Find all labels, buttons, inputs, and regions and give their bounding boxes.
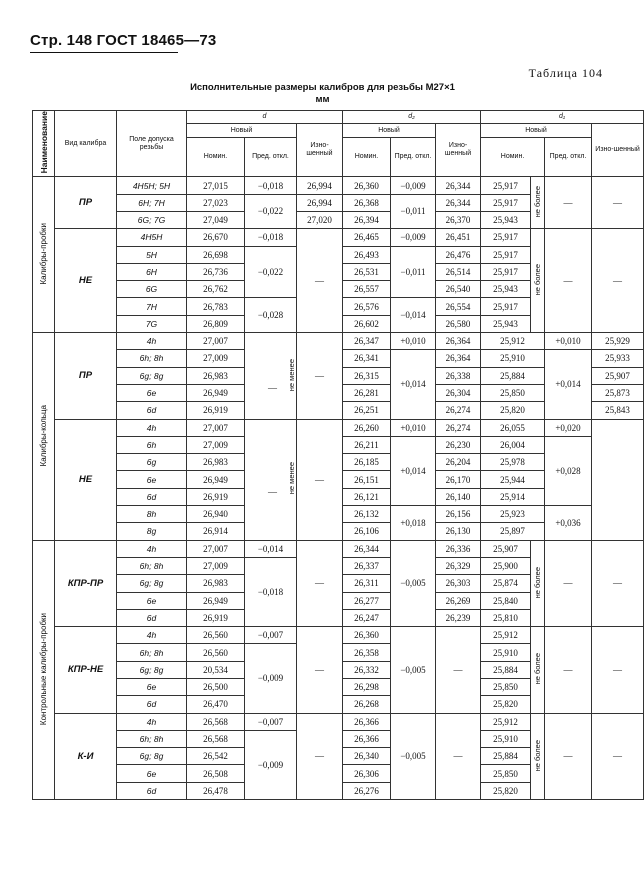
cell-field: 6h; 8h (117, 350, 187, 367)
cell-d2-worn: 26,344 (436, 177, 481, 194)
cell-d2-worn: — (436, 713, 481, 799)
cell-d2-worn: 26,130 (436, 523, 481, 540)
cell-d2-nom: 26,276 (343, 782, 391, 799)
cell-d2-nom: 26,340 (343, 748, 391, 765)
cell-d-nom: 26,762 (187, 281, 245, 298)
cell-d1-dev: +0,020 (545, 419, 592, 436)
cell-d-nom: 27,015 (187, 177, 245, 194)
cell-d1-worn: 25,929 (592, 333, 644, 350)
cell-field: 4h (117, 713, 187, 730)
cell-d2-worn: 26,304 (436, 384, 481, 401)
cell-d2-worn: 26,364 (436, 333, 481, 350)
cell-d2-worn: 26,370 (436, 211, 481, 228)
cell-d1-worn (592, 419, 644, 540)
cell-field: 5H (117, 246, 187, 263)
cell-d2-nom: 26,366 (343, 713, 391, 730)
cell-d1-nom: 25,850 (481, 765, 531, 782)
cell-d2-nom: 26,344 (343, 540, 391, 557)
cell-d-nom: 26,736 (187, 263, 245, 280)
cell-d2-worn: — (436, 627, 481, 713)
cell-field: 6g; 8g (117, 661, 187, 678)
cell-d1-nom: 25,884 (481, 661, 531, 678)
gauge-dimensions-table (32, 110, 644, 800)
cell-d2-nom: 26,315 (343, 367, 391, 384)
cell-d1-nom: 25,917 (481, 177, 531, 194)
note-ne-bolee: не более (531, 177, 545, 229)
header-d-dev: Пред. откл. (245, 138, 297, 177)
cell-d-nom: 27,009 (187, 436, 245, 453)
cell-d-dev: −0,014 (245, 540, 297, 557)
cell-field: 8g (117, 523, 187, 540)
table-title-units: мм (315, 94, 330, 105)
cell-field: 6e (117, 592, 187, 609)
cell-d2-dev: +0,010 (391, 333, 436, 350)
header-d1: d₁ (481, 111, 644, 124)
cell-d2-dev: −0,011 (391, 194, 436, 229)
cell-field: 6h; 8h (117, 557, 187, 574)
cell-d-nom: 27,009 (187, 557, 245, 574)
cell-d1-nom: 25,897 (481, 523, 545, 540)
header-d2-nom: Номин. (343, 138, 391, 177)
cell-d-nom: 26,914 (187, 523, 245, 540)
cell-field: 6d (117, 402, 187, 419)
cell-d1-dev: — (545, 229, 592, 333)
cell-d1-dev: +0,014 (545, 350, 592, 419)
cell-d-worn: — (297, 229, 343, 333)
cell-d-dev: −0,018 (245, 177, 297, 194)
cell-field: 6h (117, 436, 187, 453)
cell-d2-nom: 26,493 (343, 246, 391, 263)
cell-d2-nom: 26,306 (343, 765, 391, 782)
table-row (33, 713, 644, 730)
cell-d2-nom: 26,465 (343, 229, 391, 246)
cell-d2-nom: 26,332 (343, 661, 391, 678)
cell-d2-worn: 26,204 (436, 454, 481, 471)
note-ne-bolee: не более (531, 627, 545, 713)
cell-d2-nom: 26,132 (343, 506, 391, 523)
cell-field: 6h; 8h (117, 730, 187, 747)
header-field: Поле допуска резьбы (117, 111, 187, 177)
cell-d-nom: 26,949 (187, 471, 245, 488)
table-title (150, 82, 495, 106)
cell-d2-worn: 26,329 (436, 557, 481, 574)
table-row (33, 229, 644, 246)
header-d1-dev: Пред. откл. (545, 138, 592, 177)
cell-d1-nom: 25,943 (481, 315, 531, 332)
cell-d1-nom: 25,874 (481, 575, 531, 592)
cell-d1-nom: 25,943 (481, 211, 531, 228)
table-row (33, 627, 644, 644)
cell-d1-worn: 25,873 (592, 384, 644, 401)
page-header: Стр. 148 ГОСТ 18465—73 (30, 32, 217, 49)
group-plugs: Калибры-пробки (33, 177, 55, 333)
cell-d-nom: 26,919 (187, 609, 245, 626)
cell-d2-nom: 26,251 (343, 402, 391, 419)
cell-d2-nom: 26,151 (343, 471, 391, 488)
cell-field: 4h (117, 540, 187, 557)
cell-d-nom: 20,534 (187, 661, 245, 678)
cell-field: 6g; 8g (117, 367, 187, 384)
table-number: Таблица 104 (528, 66, 603, 80)
cell-d2-dev: +0,010 (391, 419, 436, 436)
header-d: d (187, 111, 343, 124)
cell-d2-nom: 26,360 (343, 177, 391, 194)
cell-d2-nom: 26,557 (343, 281, 391, 298)
cell-d2-worn: 26,344 (436, 194, 481, 211)
cell-d1-nom: 25,917 (481, 298, 531, 315)
cell-d1-dev: — (545, 627, 592, 713)
group-rings: Калибры-кольца (33, 333, 55, 541)
cell-d1-nom: 25,912 (481, 713, 531, 730)
cell-d2-nom: 26,277 (343, 592, 391, 609)
cell-d1-nom: 25,978 (481, 454, 545, 471)
cell-d2-dev: +0,014 (391, 350, 436, 419)
cell-field: 4H5H; 5H (117, 177, 187, 194)
cell-d1-worn: — (592, 540, 644, 626)
cell-d2-worn: 26,156 (436, 506, 481, 523)
cell-d-dev: −0,009 (245, 730, 297, 799)
cell-d2-nom: 26,366 (343, 730, 391, 747)
cell-field: 6h; 8h (117, 644, 187, 661)
note-ne-bolee: не более (531, 713, 545, 799)
cell-d2-worn: 26,230 (436, 436, 481, 453)
cell-d2-dev: −0,009 (391, 229, 436, 246)
header-d-worn: Изно-шенный (297, 124, 343, 177)
cell-field: 6d (117, 782, 187, 799)
cell-d1-nom: 25,907 (481, 540, 531, 557)
cell-d-worn: — (297, 627, 343, 713)
cell-d1-nom: 25,820 (481, 696, 531, 713)
header-d1-nom: Номин. (481, 138, 545, 177)
cell-field: 6d (117, 488, 187, 505)
table-row (33, 419, 644, 436)
cell-d-nom: 26,940 (187, 506, 245, 523)
header-d2-worn: Изно-шенный (436, 124, 481, 177)
cell-d-worn: — (297, 713, 343, 799)
cell-d-nom: 26,919 (187, 402, 245, 419)
cell-d2-dev: −0,014 (391, 298, 436, 333)
cell-d1-nom: 25,850 (481, 678, 531, 695)
cell-d2-nom: 26,341 (343, 350, 391, 367)
cell-d2-nom: 26,268 (343, 696, 391, 713)
cell-d-worn: 26,994 (297, 194, 343, 211)
cell-d2-nom: 26,247 (343, 609, 391, 626)
cell-d1-nom: 25,884 (481, 748, 531, 765)
cell-field: 6g; 8g (117, 748, 187, 765)
cell-d1-nom: 26,004 (481, 436, 545, 453)
header-name: Наименование (33, 111, 55, 177)
cell-d2-nom: 26,260 (343, 419, 391, 436)
cell-d2-nom: 26,311 (343, 575, 391, 592)
group-control: Контрольные калибры-пробки (33, 540, 55, 799)
cell-d2-worn: 26,451 (436, 229, 481, 246)
cell-d2-worn: 26,476 (436, 246, 481, 263)
cell-d1-nom: 25,910 (481, 730, 531, 747)
cell-d-nom: 27,049 (187, 211, 245, 228)
header-row-1 (33, 111, 644, 124)
cell-d-nom: 27,009 (187, 350, 245, 367)
cell-d1-worn: 25,933 (592, 350, 644, 367)
cell-d2-nom: 26,358 (343, 644, 391, 661)
table-title-line1: Исполнительные размеры калибров для резьбы М27×1 (190, 82, 455, 93)
cell-d2-nom: 26,360 (343, 627, 391, 644)
cell-d-dev: −0,018 (245, 229, 297, 246)
cell-d1-nom: 25,910 (481, 350, 545, 367)
cell-d-nom: 26,560 (187, 644, 245, 661)
cell-d-dev: — (268, 486, 277, 497)
cell-d2-dev: +0,018 (391, 506, 436, 541)
cell-d1-worn: 25,907 (592, 367, 644, 384)
table-row (33, 333, 644, 350)
cell-d-worn: 27,020 (297, 211, 343, 228)
cell-d2-worn: 26,303 (436, 575, 481, 592)
cell-d1-nom: 25,917 (481, 263, 531, 280)
cell-d-nom: 27,007 (187, 333, 245, 350)
cell-d2-nom: 26,121 (343, 488, 391, 505)
cell-d-nom: 26,670 (187, 229, 245, 246)
kind-ne-plug: НЕ (55, 229, 117, 333)
cell-d-dev: −0,022 (245, 246, 297, 298)
cell-field: 4h (117, 333, 187, 350)
header-d-nom: Номин. (187, 138, 245, 177)
cell-d-nom: 26,500 (187, 678, 245, 695)
cell-d1-dev: +0,010 (545, 333, 592, 350)
cell-d1-nom: 25,943 (481, 281, 531, 298)
cell-d1-nom: 25,917 (481, 246, 531, 263)
header-d1-worn: Изно-шенный (592, 124, 644, 177)
cell-field: 7G (117, 315, 187, 332)
kind-kpr-ne: КПР-НЕ (55, 627, 117, 713)
cell-d1-nom: 26,055 (481, 419, 545, 436)
cell-d-nom: 26,983 (187, 575, 245, 592)
cell-field: 4h (117, 419, 187, 436)
cell-d-worn: — (297, 333, 343, 419)
cell-d1-nom: 25,820 (481, 782, 531, 799)
cell-field: 6G (117, 281, 187, 298)
cell-d1-nom: 25,850 (481, 384, 545, 401)
cell-d1-nom: 25,917 (481, 194, 531, 211)
header-d1-new: Новый (481, 124, 592, 138)
cell-d1-worn: — (592, 627, 644, 713)
cell-d-worn: — (297, 540, 343, 626)
cell-d1-nom: 25,810 (481, 609, 531, 626)
cell-d2-worn: 26,580 (436, 315, 481, 332)
cell-field: 6g; 8g (117, 575, 187, 592)
cell-d-nom: 27,007 (187, 540, 245, 557)
cell-d2-nom: 26,185 (343, 454, 391, 471)
cell-field: 6d (117, 609, 187, 626)
cell-d-nom: 26,698 (187, 246, 245, 263)
cell-d2-dev: −0,011 (391, 246, 436, 298)
cell-d-worn: 26,994 (297, 177, 343, 194)
cell-d-dev: — (268, 382, 277, 393)
cell-d1-nom: 25,910 (481, 644, 531, 661)
cell-d2-worn: 26,514 (436, 263, 481, 280)
cell-d-dev: −0,007 (245, 713, 297, 730)
cell-d2-nom: 26,347 (343, 333, 391, 350)
cell-d2-worn: 26,364 (436, 350, 481, 367)
cell-d1-dev: — (545, 177, 592, 229)
cell-d2-nom: 26,337 (343, 557, 391, 574)
cell-d1-nom: 25,914 (481, 488, 545, 505)
cell-d1-dev: +0,036 (545, 506, 592, 541)
cell-d2-nom: 26,106 (343, 523, 391, 540)
cell-d-dev: −0,018 (245, 557, 297, 626)
cell-d-nom: 26,560 (187, 627, 245, 644)
cell-field: 7H (117, 298, 187, 315)
cell-field: 6H (117, 263, 187, 280)
cell-d-nom: 26,809 (187, 315, 245, 332)
cell-d2-nom: 26,211 (343, 436, 391, 453)
cell-d2-worn: 26,170 (436, 471, 481, 488)
cell-d-worn: — (297, 419, 343, 540)
note-ne-menee: — не менее (245, 333, 297, 419)
cell-field: 6d (117, 696, 187, 713)
cell-d1-nom: 25,917 (481, 229, 531, 246)
cell-field: 6H; 7H (117, 194, 187, 211)
kind-k-i: К-И (55, 713, 117, 799)
cell-d2-dev: −0,009 (391, 177, 436, 194)
cell-d2-worn: 26,338 (436, 367, 481, 384)
cell-d-nom: 26,508 (187, 765, 245, 782)
cell-d1-nom: 25,912 (481, 333, 545, 350)
cell-d2-worn: 26,540 (436, 281, 481, 298)
cell-d-nom: 26,949 (187, 592, 245, 609)
cell-d1-nom: 25,840 (481, 592, 531, 609)
cell-d1-nom: 25,923 (481, 506, 545, 523)
table-row (33, 177, 644, 194)
cell-d-nom: 26,568 (187, 713, 245, 730)
cell-d2-nom: 26,576 (343, 298, 391, 315)
cell-field: 6G; 7G (117, 211, 187, 228)
kind-pr-plug: ПР (55, 177, 117, 229)
cell-d-nom: 27,023 (187, 194, 245, 211)
header-d2-new: Новый (343, 124, 436, 138)
cell-d2-nom: 26,368 (343, 194, 391, 211)
cell-d1-nom: 25,900 (481, 557, 531, 574)
cell-d1-dev: +0,028 (545, 436, 592, 505)
cell-field: 4h (117, 627, 187, 644)
cell-d1-dev: — (545, 713, 592, 799)
cell-d1-nom: 25,884 (481, 367, 545, 384)
cell-d2-worn: 26,239 (436, 609, 481, 626)
kind-pr-ring: ПР (55, 333, 117, 419)
cell-d-nom: 26,568 (187, 730, 245, 747)
cell-d-dev: −0,009 (245, 644, 297, 713)
note-ne-menee: — не менее (245, 419, 297, 540)
cell-d2-nom: 26,298 (343, 678, 391, 695)
header-d-new: Новый (187, 124, 297, 138)
cell-d2-nom: 26,394 (343, 211, 391, 228)
cell-d2-nom: 26,531 (343, 263, 391, 280)
cell-d2-worn: 26,336 (436, 540, 481, 557)
cell-d1-nom: 25,912 (481, 627, 531, 644)
cell-d-dev: −0,028 (245, 298, 297, 333)
cell-d-dev: −0,007 (245, 627, 297, 644)
cell-field: 6e (117, 471, 187, 488)
cell-d1-nom: 25,820 (481, 402, 545, 419)
cell-d-nom: 26,542 (187, 748, 245, 765)
kind-kpr-pr: КПР-ПР (55, 540, 117, 626)
cell-d-dev: −0,022 (245, 194, 297, 229)
cell-d2-dev: −0,005 (391, 540, 436, 626)
cell-d-nom: 26,949 (187, 384, 245, 401)
cell-field: 6e (117, 384, 187, 401)
cell-field: 6e (117, 765, 187, 782)
header-d2: d₂ (343, 111, 481, 124)
cell-d2-worn: 26,269 (436, 592, 481, 609)
cell-d2-dev: −0,005 (391, 713, 436, 799)
cell-field: 8h (117, 506, 187, 523)
cell-d-nom: 27,007 (187, 419, 245, 436)
cell-field: 6e (117, 678, 187, 695)
header-rule (30, 52, 178, 53)
cell-d2-worn: 26,274 (436, 402, 481, 419)
cell-d-nom: 26,783 (187, 298, 245, 315)
cell-d2-dev: −0,005 (391, 627, 436, 713)
cell-d2-worn: 26,140 (436, 488, 481, 505)
cell-d-nom: 26,919 (187, 488, 245, 505)
table-row (33, 540, 644, 557)
cell-d2-worn: 26,274 (436, 419, 481, 436)
cell-d1-worn: 25,843 (592, 402, 644, 419)
cell-d1-worn: — (592, 713, 644, 799)
cell-d-nom: 26,470 (187, 696, 245, 713)
cell-field: 6g (117, 454, 187, 471)
cell-d-nom: 26,983 (187, 454, 245, 471)
cell-field: 4H5H (117, 229, 187, 246)
note-ne-bolee: не более (531, 540, 545, 626)
cell-d1-worn: — (592, 229, 644, 333)
cell-d2-nom: 26,281 (343, 384, 391, 401)
cell-d2-dev: +0,014 (391, 436, 436, 505)
cell-d2-worn: 26,554 (436, 298, 481, 315)
cell-d1-dev: — (545, 540, 592, 626)
header-kind: Вид калибра (55, 111, 117, 177)
note-ne-bolee: не более (531, 229, 545, 333)
cell-d1-nom: 25,944 (481, 471, 545, 488)
cell-d-nom: 26,478 (187, 782, 245, 799)
kind-ne-ring: НЕ (55, 419, 117, 540)
cell-d-nom: 26,983 (187, 367, 245, 384)
header-d2-dev: Пред. откл. (391, 138, 436, 177)
cell-d1-worn: — (592, 177, 644, 229)
cell-d2-nom: 26,602 (343, 315, 391, 332)
